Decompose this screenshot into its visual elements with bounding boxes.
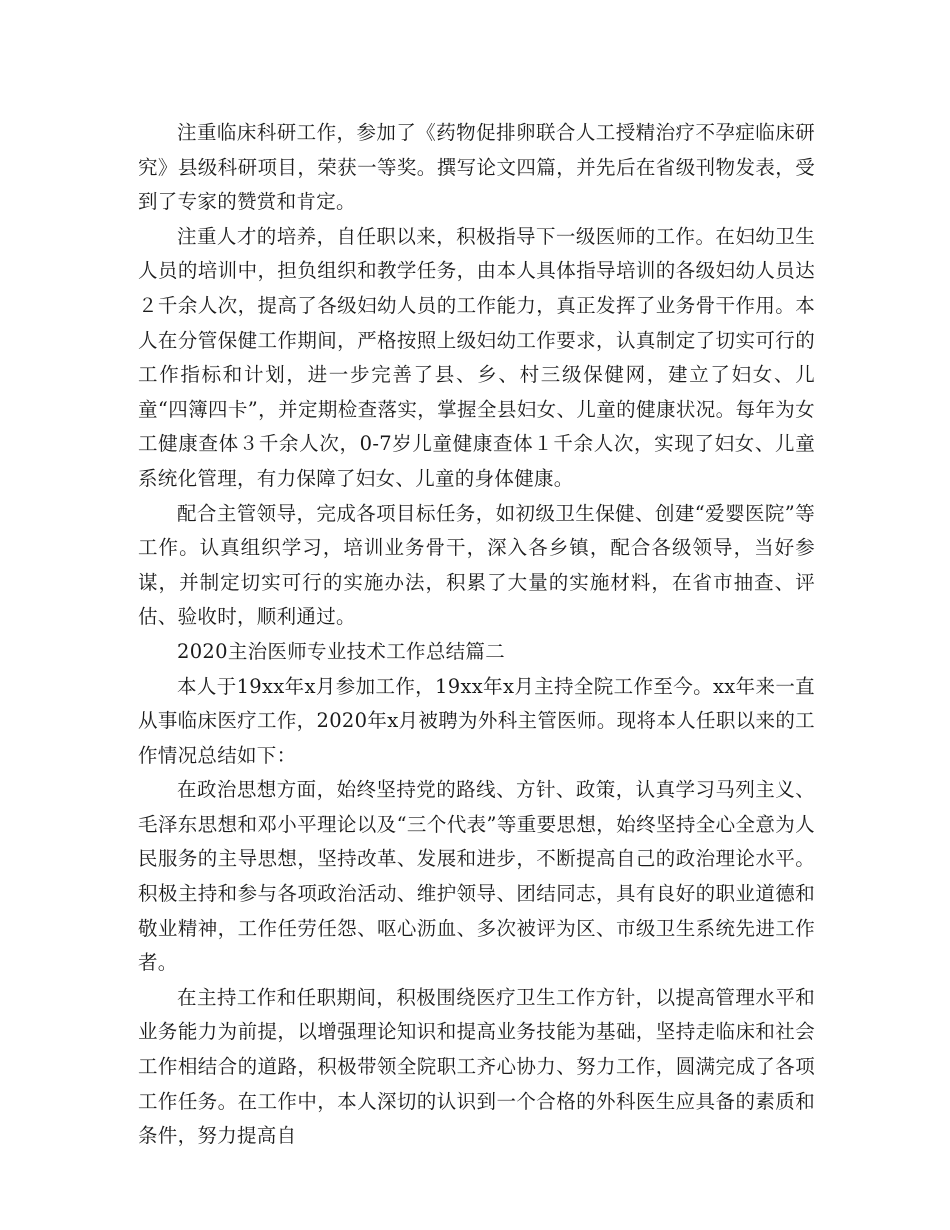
paragraph-leadership-tasks: 配合主管领导，完成各项目标任务，如初级卫生保健、创建“爱婴医院”等工作。认真组织学习，培训业务骨干，深入各乡镇，配合各级领导，当好参谋，并制定切实可行的实施办法，积累了大量的实施材料，在省市抽查、评估、验收时，顺利通过。 [138,501,815,629]
paragraph-work-duties: 在主持工作和任职期间，积极围绕医疗卫生工作方针，以提高管理水平和业务能力为前提，以增强理论知识和提高业务技能为基础，坚持走临床和社会工作相结合的道路，积极带领全院职工齐心协力、努力工作，圆满完成了各项工作任务。在工作中，本人深切的认识到一个合格的外科医生应具备的素质和条件，努力提高自 [138,985,815,1148]
paragraph-political-thought: 在政治思想方面，始终坚持党的路线、方针、政策，认真学习马列主义、毛泽东思想和邓小平理论以及“三个代表”等重要思想，始终坚持全心全意为人民服务的主导思想，坚持改革、发展和进步，不断提高自己的政治理论水平。积极主持和参与各项政治活动、维护领导、团结同志，具有良好的职业道德和敬业精神，工作任劳任怨、呕心沥血、多次被评为区、市级卫生系统先进工作者。 [138,778,815,975]
paragraph-research: 注重临床科研工作，参加了《药物促排卵联合人工授精治疗不孕症临床研究》县级科研项目，荣获一等奖。撰写论文四篇，并先后在省级刊物发表，受到了专家的赞赏和肯定。 [138,121,815,214]
paragraph-intro: 本人于19xx年x月参加工作，19xx年x月主持全院工作至今。xx年来一直从事临床医疗工作，2020年x月被聘为外科主管医师。现将本人任职以来的工作情况总结如下： [138,674,815,767]
paragraph-talent-training: 注重人才的培养，自任职以来，积极指导下一级医师的工作。在妇幼卫生人员的培训中，担负组织和教学任务，由本人具体指导培训的各级妇幼人员达２千余人次，提高了各级妇幼人员的工作能力，真正发挥了业务骨干作用。本人在分管保健工作期间，严格按照上级妇幼工作要求，认真制定了切实可行的工作指标和计划，进一步完善了县、乡、村三级保健网，建立了妇女、儿童“四簿四卡”，并定期检查落实，掌握全县妇女、儿童的健康状况。每年为女工健康查体３千余人次，0-7岁儿童健康查体１千余人次，实现了妇女、儿童系统化管理，有力保障了妇女、儿童的身体健康。 [138,224,815,490]
section-heading: 2020主治医师专业技术工作总结篇二 [177,639,506,663]
